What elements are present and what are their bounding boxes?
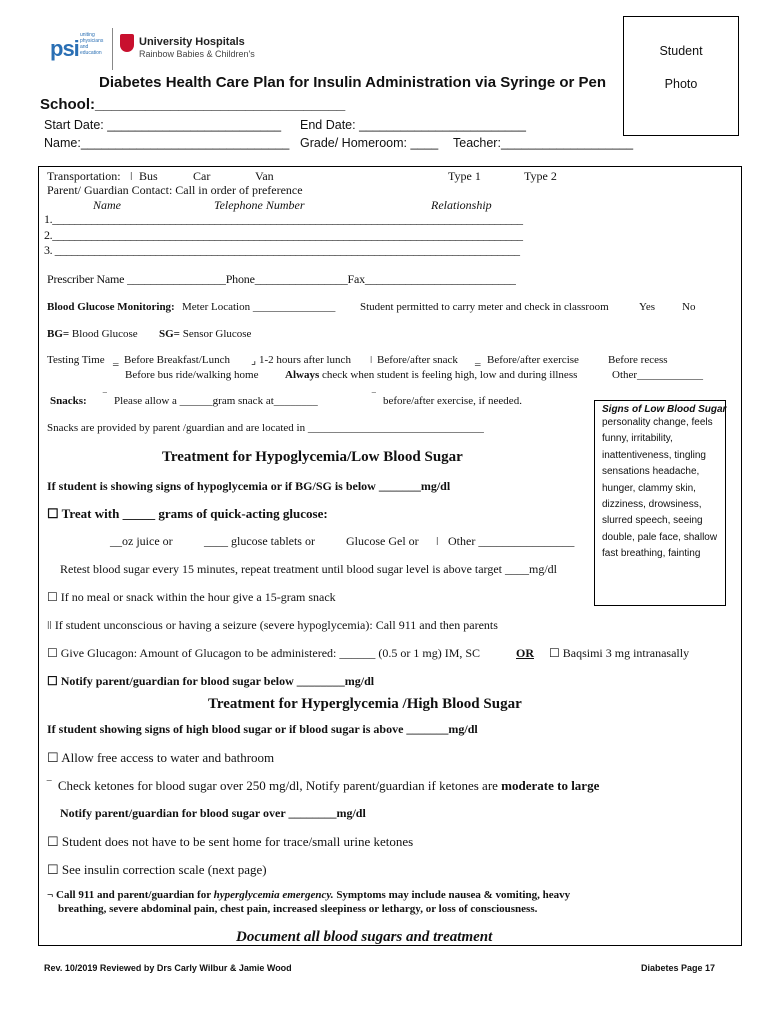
bg-monitoring-label: Blood Glucose Monitoring:: [47, 301, 175, 313]
transport-bus: Bus: [139, 169, 158, 183]
water-text: Allow free access to water and bathroom: [61, 750, 275, 765]
time-recess[interactable]: Before recess: [608, 354, 668, 366]
col-name: Name: [93, 198, 121, 212]
transport-van: Van: [255, 169, 274, 183]
contact-line-2[interactable]: 2.____________________________________________________________________________________: [44, 228, 523, 242]
footer-page-number: Diabetes Page 17: [641, 963, 716, 973]
diabetes-type1[interactable]: Type 1: [448, 169, 481, 183]
page-title: Diabetes Health Care Plan for Insulin Administration via Syringe or Pen: [99, 74, 607, 91]
col-telephone: Telephone Number: [214, 198, 305, 212]
hyper-notify-field[interactable]: Notify parent/guardian for blood sugar over ________mg/dl: [60, 806, 366, 820]
ketones-item[interactable]: [47, 778, 599, 794]
time-other-field[interactable]: Other____________: [612, 369, 704, 381]
treat-glucose-text: Treat with _____ grams of quick-acting glucose:: [61, 506, 328, 521]
checkbox-icon[interactable]: ☐: [549, 646, 560, 660]
prescriber-field[interactable]: Prescriber Name _________________Phone________________Fax__________________________: [47, 272, 516, 286]
hyper-emergency: hyperglycemia emergency.: [213, 889, 334, 901]
teacher-field[interactable]: Teacher:___________________: [453, 136, 634, 150]
bg-text: Blood Glucose: [71, 328, 138, 340]
photo-label-student: Student: [659, 44, 703, 58]
glucagon-item[interactable]: [47, 646, 480, 661]
checkbox-icon[interactable]: ‾: [372, 392, 376, 404]
checkbox-icon[interactable]: ǀ: [130, 169, 133, 183]
psi-logo: psi: [50, 36, 79, 61]
snack-allow-field[interactable]: Please allow a ______gram snack at________: [114, 395, 318, 407]
always-text: check when student is feeling high, low and during illness: [321, 369, 578, 381]
snack-exercise: before/after exercise, if needed.: [383, 395, 522, 407]
call-911-item[interactable]: [47, 889, 570, 901]
testing-time-label: Testing Time: [47, 354, 105, 366]
photo-label-photo: Photo: [664, 77, 698, 91]
time-exercise: Before/after exercise: [487, 354, 579, 366]
logo-divider: [112, 28, 113, 70]
checkbox-icon[interactable]: ǀ: [370, 354, 373, 366]
bg-definition: [47, 328, 138, 340]
other-treatment-field[interactable]: Other ________________: [448, 534, 575, 548]
no-meal-item[interactable]: [47, 590, 336, 605]
juice-field[interactable]: __oz juice or: [110, 534, 173, 548]
signs-low-list: personality change, feels funny, irritability, inattentiveness, tingling sensations headache, hunger, clammy skin, dizziness, drowsiness, slurred speech, seeing double, pale face, shallow fast breathing, fainting: [602, 417, 718, 560]
hospital-shield-icon: [120, 34, 134, 52]
unconscious-item[interactable]: [47, 618, 498, 633]
footer-revision: Rev. 10/2019 Reviewed by Drs Carly Wilbur & Jamie Wood: [44, 963, 292, 973]
checkbox-icon[interactable]: ☐: [47, 506, 59, 521]
sg-definition: [159, 328, 251, 340]
sg-text: Sensor Glucose: [182, 328, 252, 340]
hospital-name: University Hospitals: [139, 36, 245, 48]
col-relationship: Relationship: [431, 198, 492, 212]
unconscious-text: If student unconscious or having a seizure (severe hypoglycemia): Call 911 and then parents: [54, 618, 498, 632]
call-911-symptoms: Symptoms may include nausea & vomiting, heavy: [336, 889, 571, 901]
always-check: [285, 369, 577, 381]
time-snack: Before/after snack: [377, 354, 458, 366]
carry-meter-no[interactable]: No: [682, 301, 696, 313]
time-after-lunch: 1-2 hours after lunch: [259, 354, 351, 366]
signs-low-blood-sugar-box: [594, 400, 726, 606]
bg-abbr: BG=: [47, 328, 70, 340]
school-field[interactable]: School:______________________________: [40, 96, 346, 113]
checkbox-icon[interactable]: ☐: [47, 862, 59, 877]
carry-meter-yes[interactable]: Yes: [639, 301, 656, 313]
glucose-gel[interactable]: Glucose Gel or: [346, 534, 419, 548]
checkbox-icon[interactable]: ☐: [47, 646, 58, 660]
glucagon-or: OR: [516, 646, 534, 660]
contact-line-1[interactable]: 1.____________________________________________________________________________________: [44, 212, 523, 226]
time-before-bus: Before bus ride/walking home: [125, 369, 259, 381]
treat-glucose[interactable]: [47, 506, 328, 522]
checkbox-icon[interactable]: ‗: [475, 354, 481, 366]
glucagon-text: Give Glucagon: Amount of Glucagon to be administered: ______ (0.5 or 1 mg) IM, SC: [60, 646, 481, 660]
grade-field[interactable]: Grade/ Homeroom: ____: [300, 136, 439, 150]
hyper-title: Treatment for Hyperglycemia /High Blood Sugar: [208, 696, 522, 712]
checkbox-icon[interactable]: ‾: [47, 778, 52, 793]
ketones-moderate: moderate to large: [501, 778, 600, 793]
baqsimi-text: Baqsimi 3 mg intranasally: [562, 646, 690, 660]
always-label: Always: [285, 369, 320, 381]
no-meal-text: If no meal or snack within the hour give a 15-gram snack: [60, 590, 336, 604]
signs-low-title: Signs of Low Blood Sugar: [602, 404, 727, 415]
hypo-title: Treatment for Hypoglycemia/Low Blood Sugar: [162, 449, 463, 465]
tablets-field[interactable]: ____ glucose tablets or: [204, 534, 315, 548]
start-date-field[interactable]: Start Date: _________________________: [44, 118, 282, 132]
sg-abbr: SG=: [159, 328, 180, 340]
time-before-breakfast: Before Breakfast/Lunch: [124, 354, 230, 366]
meter-location-field[interactable]: Meter Location _______________: [182, 301, 336, 313]
water-item[interactable]: [47, 750, 274, 766]
hospital-subname: Rainbow Babies & Children's: [139, 49, 255, 59]
checkbox-icon[interactable]: ǀǀ: [47, 618, 52, 632]
checkbox-icon[interactable]: ☐: [47, 590, 58, 604]
snack-location-field[interactable]: Snacks are provided by parent /guardian and are located in ________________________________: [47, 422, 484, 434]
checkbox-icon[interactable]: ☐: [47, 674, 58, 688]
name-field[interactable]: Name:______________________________: [44, 136, 290, 150]
correction-scale-text: See insulin correction scale (next page): [61, 862, 267, 877]
hypo-notify-item[interactable]: [47, 674, 374, 689]
trace-ketones-item[interactable]: [47, 834, 413, 850]
call-911-text: Call 911 and parent/guardian for: [56, 889, 211, 901]
end-date-field[interactable]: End Date: ________________________: [300, 118, 526, 132]
call-911-symptoms-line2: breathing, severe abdominal pain, chest pain, increased sleepiness or lethargy, or loss of consciousness.: [58, 903, 538, 915]
correction-scale-item[interactable]: [47, 862, 267, 878]
baqsimi-item[interactable]: [549, 646, 689, 661]
checkbox-icon[interactable]: ☐: [47, 834, 59, 849]
transport-car: Car: [193, 169, 211, 183]
checkbox-icon[interactable]: ‗: [113, 354, 119, 366]
contact-line-3[interactable]: 3. ___________________________________________________________________________________: [44, 243, 520, 257]
transportation-label: Transportation:: [47, 169, 121, 183]
checkbox-icon[interactable]: ⌟: [251, 355, 257, 367]
hypo-notify-text: Notify parent/guardian for blood sugar below ________mg/dl: [60, 674, 375, 688]
checkbox-icon[interactable]: ǀ: [436, 534, 439, 548]
checkbox-icon[interactable]: ¬: [47, 889, 54, 901]
student-photo-box: [623, 16, 739, 136]
psi-tagline: uniting physicians and education: [80, 32, 104, 56]
checkbox-icon[interactable]: ☐: [47, 750, 59, 765]
hyper-threshold-field[interactable]: If student showing signs of high blood sugar or if blood sugar is above _______mg/dl: [47, 722, 478, 736]
snacks-label: Snacks:: [50, 395, 87, 407]
parent-contact-label: Parent/ Guardian Contact: Call in order of preference: [47, 183, 303, 197]
retest-field[interactable]: Retest blood sugar every 15 minutes, repeat treatment until blood sugar level is above target ____mg/dl: [60, 562, 557, 576]
checkbox-icon[interactable]: ‾: [103, 392, 107, 404]
trace-ketones-text: Student does not have to be sent home for trace/small urine ketones: [61, 834, 414, 849]
document-all-note: Document all blood sugars and treatment: [236, 929, 493, 945]
hypo-threshold-field[interactable]: If student is showing signs of hypoglycemia or if BG/SG is below _______mg/dl: [47, 479, 451, 493]
carry-meter-label: Student permitted to carry meter and check in classroom: [360, 301, 609, 313]
ketones-text: Check ketones for blood sugar over 250 mg/dl, Notify parent/guardian if ketones are: [57, 778, 498, 793]
diabetes-type2[interactable]: Type 2: [524, 169, 557, 183]
